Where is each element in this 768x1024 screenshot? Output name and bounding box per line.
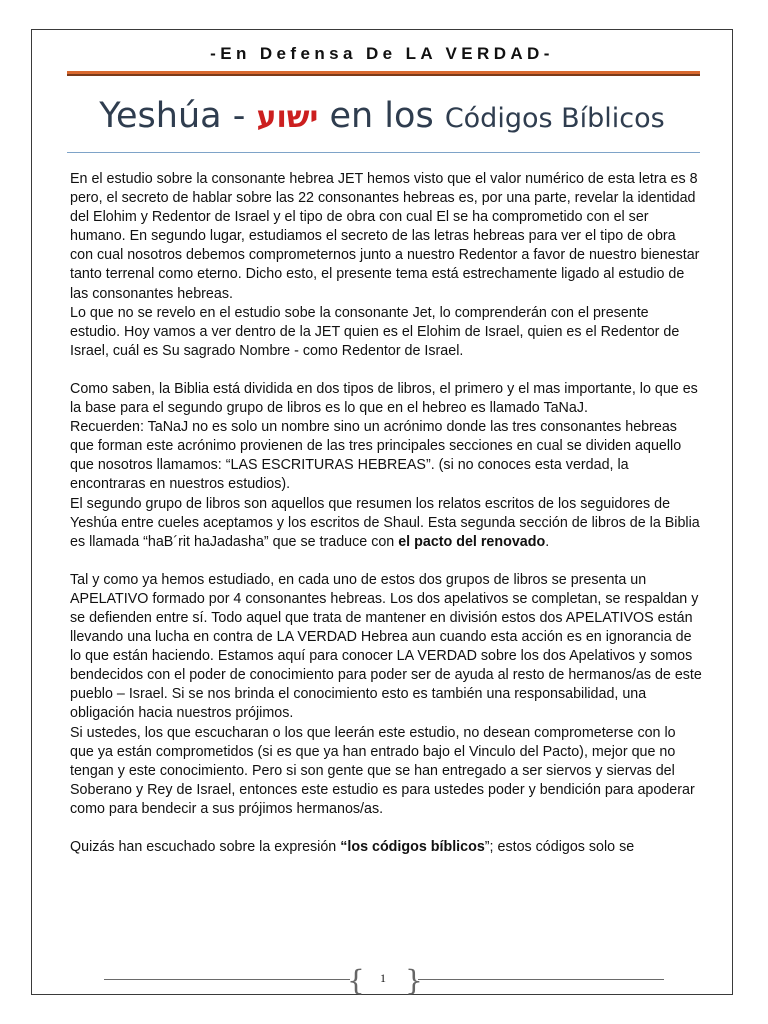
title-hebrew-name: ישוע <box>256 100 319 135</box>
paragraph-5-text: El segundo grupo de libros son aquellos que resumen los relatos escritos de los seguidores de Yeshúa entre cueles aceptamos y los escritos de Shaul. Esta segunda sección de libros de la Biblia es llamada “haB´rit haJadasha” que se traduce con <box>70 495 700 550</box>
paragraph-5-bold: el pacto del renovado <box>398 533 546 550</box>
paragraph-gap <box>70 819 702 838</box>
paragraph-4: Recuerden: TaNaJ no es solo un nombre sino un acrónimo donde las tres consonantes hebreas que forman este acrónimo provienen de las tres principales secciones en cual se dividen aquello que nosotros llamamos: “LAS ESCRITURAS HEBREAS”. (si no conoces esta verdad, la encontraras en nuestros estudios). <box>70 419 682 493</box>
footer-line-right <box>418 979 664 980</box>
footer-brace-left: { <box>347 964 365 997</box>
paragraph-gap <box>70 361 702 380</box>
paragraph-5-end: . <box>545 533 550 550</box>
paragraph-8-bold: “los códigos bíblicos <box>340 839 485 855</box>
page-number: 1 <box>380 971 386 985</box>
paragraph-1: En el estudio sobre la consonante hebrea JET hemos visto que el valor numérico de esta letra es 8 pero, el secreto de hablar sobre las 22 consonantes hebreas es, por una parte, revelar la identidad del Elohim y Redentor de Israel y el tipo de obra con cual El se ha comprometido con el ser humano. En segundo lugar, estudiamos el secreto de las letras hebreas para ver el tipo de obra con cual nosotros debemos comprometernos junto a nuestro Redentor a favor de nuestro bienestar tanto terrenal como eterno. Dicho esto, el presente tema está estrechamente ligado al estudio de las consonantes hebreas. <box>70 171 700 302</box>
paragraph-8-end: ”; estos códigos solo se <box>484 839 635 855</box>
paragraph-gap <box>70 552 702 571</box>
footer-brace-right: } <box>405 964 423 997</box>
document-title <box>31 96 733 136</box>
paragraph-3: Como saben, la Biblia está dividida en dos tipos de libros, el primero y el mas importante, lo que es la base para el segundo grupo de libros es lo que en el hebreo es llamado TaNaJ. <box>70 380 698 417</box>
footer-line-left <box>104 979 350 980</box>
paragraph-5 <box>70 495 702 552</box>
paragraph-8 <box>70 838 702 857</box>
header-title: -En Defensa De LA VERDAD- <box>210 44 554 63</box>
title-part-1: Yeshúa - <box>99 96 257 136</box>
title-part-3: Códigos Bíblicos <box>444 103 665 134</box>
body-text <box>70 170 702 857</box>
title-rule <box>67 152 700 153</box>
paragraph-2: Lo que no se revelo en el estudio sobe la consonante Jet, lo comprenderán con el presente estudio. Hoy vamos a ver dentro de la JET quien es el Elohim de Israel, quien es el Redentor de Israel, cuál es Su sagrado Nombre - como Redentor de Israel. <box>70 304 680 359</box>
paragraph-8-text: Quizás han escuchado sobre la expresión <box>70 839 341 855</box>
header-rule-shadow <box>67 74 700 76</box>
title-part-2: en los <box>318 96 445 136</box>
paragraph-7: Si ustedes, los que escucharan o los que leerán este estudio, no desean comprometerse con lo que ya están comprometidos (si es que ya han entrado bajo el Vinculo del Pacto), mejor que no tengan y este conocimiento. Pero si son gente que se han entregado a ser siervos y siervas del Soberano y Rey de Israel, entonces este estudio es para ustedes poder y bendición para apoderar como para bendecir a sus prójimos hermanos/as. <box>70 724 695 817</box>
paragraph-6: Tal y como ya hemos estudiado, en cada uno de estos dos grupos de libros se presenta un APELATIVO formado por 4 consonantes hebreas. Los dos apelativos se completan, se respaldan y se defienden entre sí. Todo aquel que trata de mantener en división estos dos APELATIVOS están llevando una lucha en contra de LA VERDAD Hebrea aun cuando esta acción es en ignorancia de lo que están haciendo. Estamos aquí para conocer LA VERDAD sobre los dos Apelativos y somos bendecidos con el poder de conocimiento para poder ser de ayuda al resto de hermanos/as de este pueblo – Israel. Si se nos brinda el conocimiento esto es también una responsabilidad, una obligación hacia nuestros prójimos. <box>70 571 702 722</box>
